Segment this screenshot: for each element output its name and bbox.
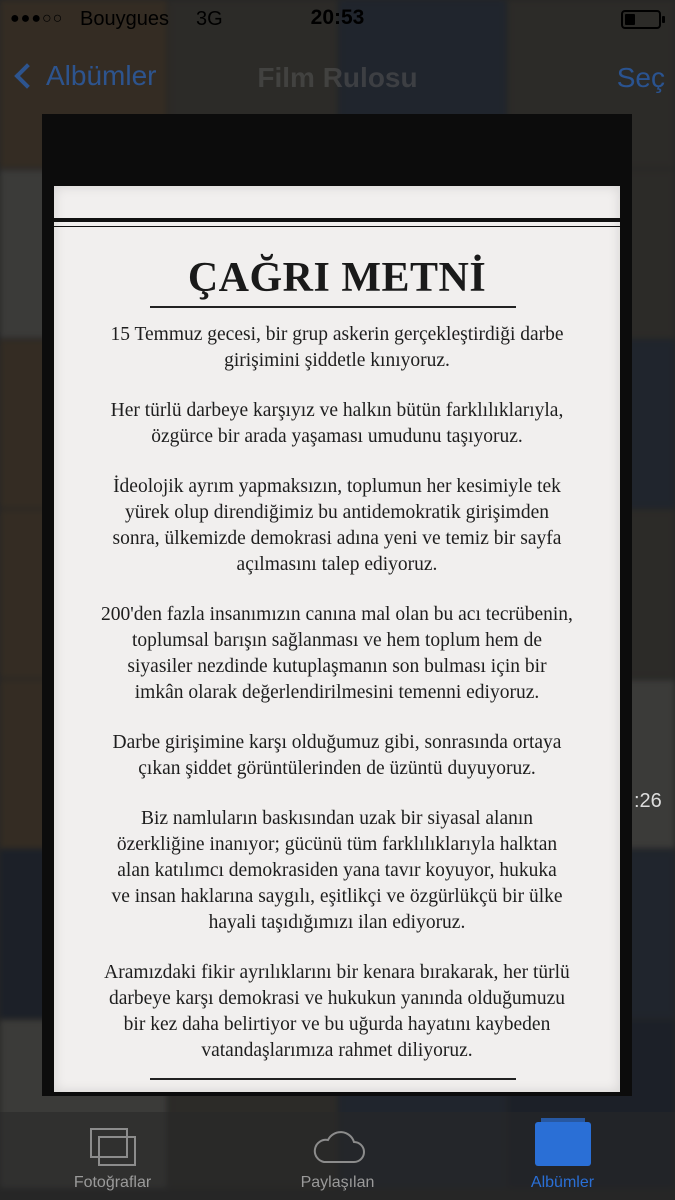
paragraph-line: sonra, ülkemizde demokrasi adına yeni ve temiz bir sayfa (112, 528, 562, 549)
paragraph-line: açılmasını talep ediyoruz. (236, 554, 438, 575)
document-paragraph (66, 322, 608, 374)
top-rule (54, 218, 620, 222)
paragraph-line: Darbe girişimine karşı olduğumuz gibi, sonrasında ortaya (112, 732, 562, 753)
nav-title: Film Rulosu (257, 62, 418, 93)
paragraph-line: Biz namluların baskısından uzak bir siyasal alanın (140, 808, 534, 829)
paragraph-line: bir kez daha belirtiyor ve bu uğurda hayatını kaybeden (123, 1014, 551, 1035)
tab-label: Albümler (530, 1174, 595, 1191)
status-bar (0, 0, 675, 40)
paragraph-line: imkân olarak değerlendirilmesini temenni ediyoruz. (134, 682, 540, 703)
battery-icon (621, 10, 661, 29)
photos-icon (90, 1128, 136, 1166)
top-rule-thin (54, 226, 620, 227)
carrier-name: Bouygues (80, 8, 169, 30)
tab-shared[interactable] (225, 1112, 450, 1200)
document-paragraph (66, 602, 608, 706)
document-paragraph (66, 398, 608, 450)
paragraph-line: darbeye karşı demokrasi ve hukukun yanında olduğumuzu (109, 988, 565, 1009)
tab-label: Paylaşılan (300, 1174, 375, 1191)
albums-icon (535, 1122, 591, 1166)
paragraph-line: çıkan şiddet görüntülerinden de üzüntü duyuyoruz. (138, 758, 536, 779)
paragraph-line: özgürce bir arada yaşaması umudunu taşıyoruz. (151, 426, 523, 447)
thumbnail-duration: :26 (634, 790, 662, 812)
photo-preview[interactable] (42, 114, 632, 1096)
tab-photos[interactable] (0, 1112, 225, 1200)
tab-albums[interactable] (450, 1112, 675, 1200)
document-paragraph (66, 730, 608, 782)
status-time: 20:53 (310, 6, 365, 29)
paragraph-line: ve insan haklarına saygılı, eşitlikçi ve özgürlükçü bir ülke (111, 886, 563, 907)
paragraph-line: 15 Temmuz gecesi, bir grup askerin gerçekleştirdiği darbe (110, 324, 564, 345)
paragraph-line: Her türlü darbeye karşıyız ve halkın bütün farklılıklarıyla, (110, 400, 564, 421)
paragraph-line: hayali taşıdığımızı ilan ediyoruz. (208, 912, 466, 933)
title-underline (150, 306, 516, 308)
document-title: ÇAĞRI METNİ (187, 255, 487, 301)
tab-label: Fotoğraflar (73, 1174, 152, 1191)
document-body (66, 322, 608, 1088)
signal-strength-icon: ●●●○○ (10, 10, 64, 27)
network-type: 3G (196, 8, 223, 30)
cloud-icon (310, 1128, 366, 1166)
paragraph-line: siyasiler nezdinde kutuplaşmanın son bulması için bir (127, 656, 547, 677)
paragraph-line: vatandaşlarımıza rahmet diliyoruz. (201, 1040, 473, 1061)
paragraph-line: 200'den fazla insanımızın canına mal olan bu acı tecrübenin, (101, 604, 573, 625)
select-button[interactable]: Seç (616, 62, 665, 93)
paragraph-line: toplumsal barışın sağlanması ve hem toplum hem de (132, 630, 542, 651)
paragraph-line: özerkliğine inanıyor; gücünü tüm farklılıklarıyla halktan (116, 834, 558, 855)
tab-bar (0, 1112, 675, 1200)
document-paragraph (66, 960, 608, 1064)
navigation-bar (0, 40, 675, 112)
battery-level (625, 14, 635, 25)
paragraph-line: yürek olup direndiğimiz bu antidemokratik girişimden (124, 502, 550, 523)
paragraph-line: girişimini şiddetle kınıyoruz. (224, 350, 450, 371)
paragraph-line: alan katılımcı demokrasiden yana tavır koyuyor, hukuka (117, 860, 557, 881)
document-paragraph (66, 806, 608, 936)
back-button-label: Albümler (46, 60, 157, 91)
paragraph-line: Aramızdaki fikir ayrılıklarını bir kenara bırakarak, her türlü (104, 962, 570, 983)
document-photo (54, 186, 620, 1092)
paragraph-line: İdeolojik ayrım yapmaksızın, toplumun her kesimiyle tek (113, 476, 561, 497)
document-paragraph (66, 474, 608, 578)
bottom-rule (150, 1078, 516, 1080)
